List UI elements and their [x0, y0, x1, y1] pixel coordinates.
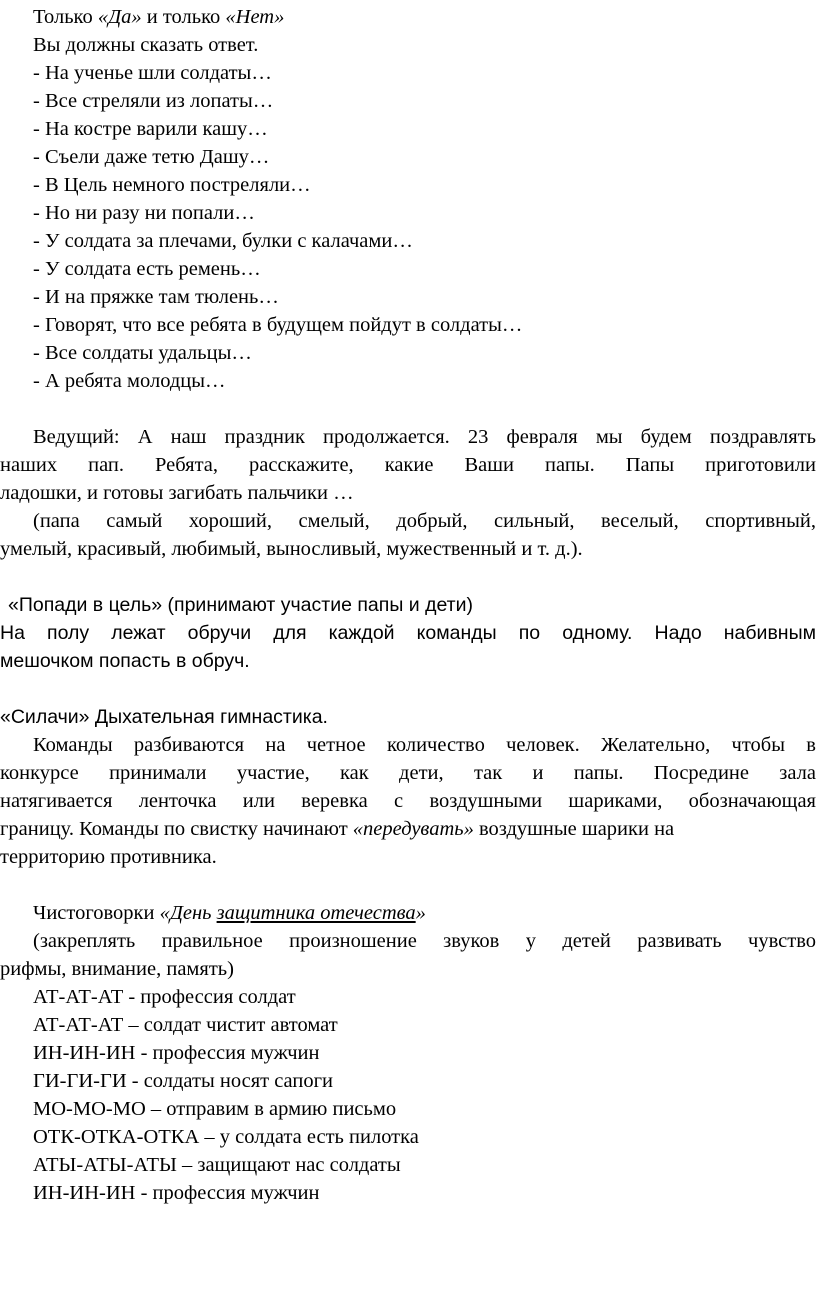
poem-line: - У солдата за плечами, булки с калачами… [33, 230, 413, 252]
qualities-line: (папа самый хороший, смелый, добрый, сильный, веселый, спортивный, [33, 510, 816, 532]
qualities-line: умелый, красивый, любимый, выносливый, мужественный и т. д.). [0, 538, 583, 560]
tongue-item: АТ-АТ-АТ - профессия солдат [33, 986, 296, 1008]
game1-line: На полу лежат обручи для каждой команды по одному. Надо набивным [0, 622, 816, 644]
tongue-title-italic: » [415, 902, 426, 924]
tongue-item: ОТК-ОТКА-ОТКА – у солдата есть пилотка [33, 1126, 419, 1148]
host-line: ладошки, и готовы загибать пальчики … [0, 482, 354, 504]
poem-line: - У солдата есть ремень… [33, 258, 261, 280]
host-line: Ведущий: А наш праздник продолжается. 23 февраля мы будем поздравлять [33, 426, 816, 448]
game1-title: «Попади в цель» (принимают участие папы и дети) [8, 594, 473, 616]
poem-line: - Но ни разу ни попали… [33, 202, 255, 224]
game2-line: территорию противника. [0, 846, 217, 868]
tongue-item: АТ-АТ-АТ – солдат чистит автомат [33, 1014, 338, 1036]
tongue-item: ИН-ИН-ИН - профессия мужчин [33, 1182, 320, 1204]
tongue-item: ИН-ИН-ИН - профессия мужчин [33, 1042, 320, 1064]
tongue-title [33, 899, 426, 927]
poem-line: - В Цель немного постреляли… [33, 174, 311, 196]
intro-text: и только [141, 6, 226, 28]
intro-no: «Нет» [225, 6, 285, 28]
tongue-title-underlined: защитника отечества [216, 902, 416, 924]
poem-line: - А ребята молодцы… [33, 370, 226, 392]
poem-line: - Все стреляли из лопаты… [33, 90, 274, 112]
game2-text: границу. Команды по свистку начинают [0, 818, 353, 840]
intro-line-1 [33, 3, 284, 31]
poem-line: - На костре варили кашу… [33, 118, 268, 140]
tongue-item: ГИ-ГИ-ГИ - солдаты носят сапоги [33, 1070, 333, 1092]
tongue-purpose: рифмы, внимание, память) [0, 958, 234, 980]
tongue-item: МО-МО-МО – отправим в армию письмо [33, 1098, 397, 1120]
game2-line: конкурсе принимали участие, как дети, так и папы. Посредине зала [0, 762, 816, 784]
poem-line: - Съели даже тетю Дашу… [33, 146, 270, 168]
game1-line: мешочком попасть в обруч. [0, 650, 250, 672]
game2-italic-word: «передувать» [352, 818, 474, 840]
game2-title: «Силачи» Дыхательная гимнастика. [0, 706, 328, 728]
game2-text: воздушные шарики на [473, 818, 675, 840]
game2-line [0, 815, 674, 843]
poem-line: - На ученье шли солдаты… [33, 62, 272, 84]
intro-yes: «Да» [97, 6, 142, 28]
intro-line-2: Вы должны сказать ответ. [33, 34, 259, 56]
poem-line: - Все солдаты удальцы… [33, 342, 252, 364]
poem-line: - Говорят, что все ребята в будущем пойдут в солдаты… [33, 314, 523, 336]
tongue-title-italic: «День [159, 902, 217, 924]
host-line: наших пап. Ребята, расскажите, какие Ваши папы. Папы приготовили [0, 454, 816, 476]
tongue-purpose: (закреплять правильное произношение звуков у детей развивать чувство [33, 930, 816, 952]
game2-line: натягивается ленточка или веревка с воздушными шариками, обозначающая [0, 790, 816, 812]
poem-line: - И на пряжке там тюлень… [33, 286, 279, 308]
intro-text: Только [33, 6, 98, 28]
tongue-item: АТЫ-АТЫ-АТЫ – защищают нас солдаты [33, 1154, 401, 1176]
game2-line: Команды разбиваются на четное количество человек. Желательно, чтобы в [33, 734, 816, 756]
tongue-title-text: Чистоговорки [33, 902, 160, 924]
